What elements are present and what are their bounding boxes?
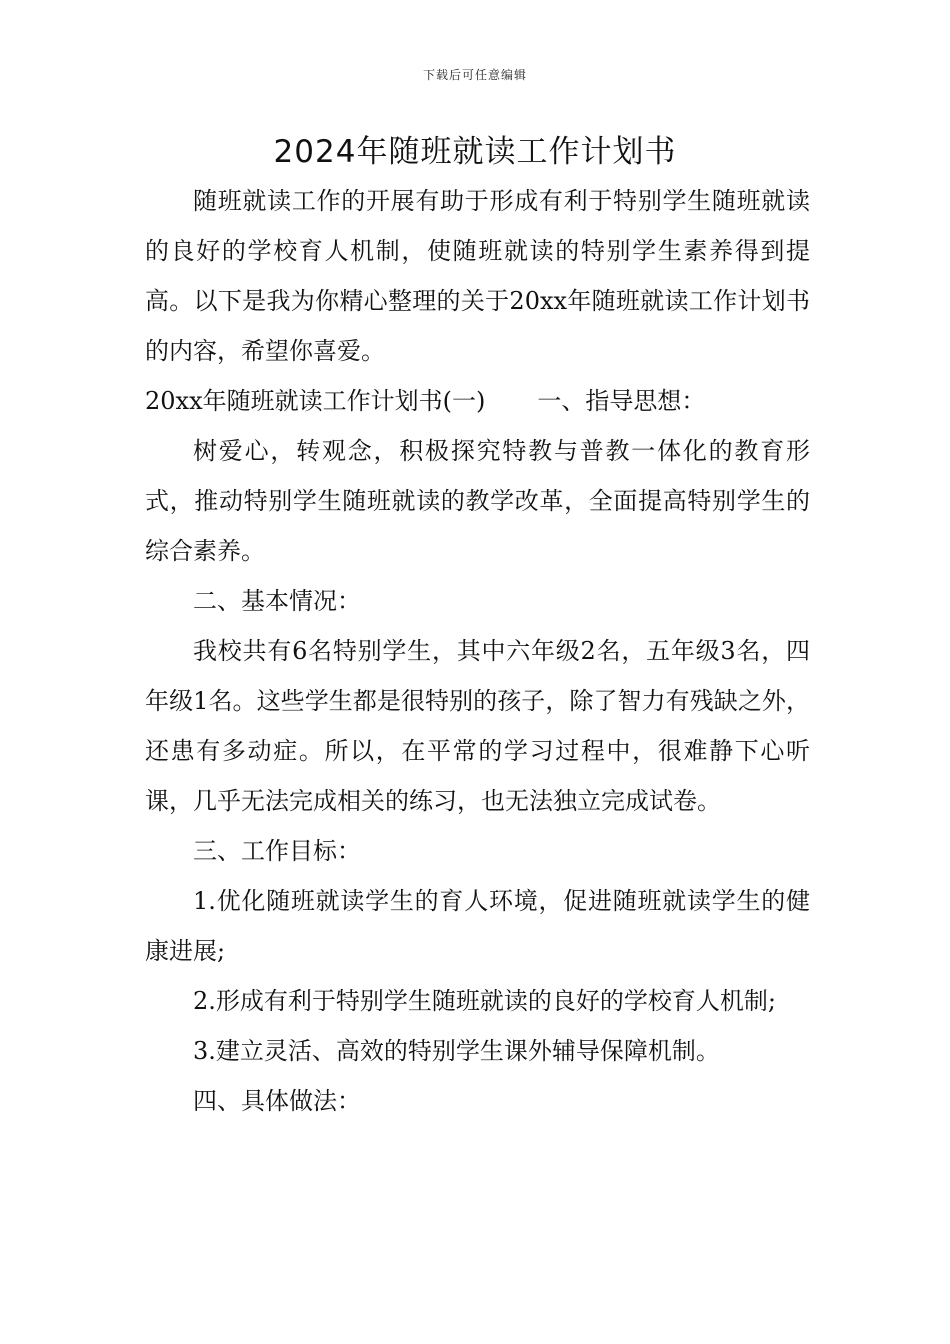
section2-heading: 二、基本情况： [193, 587, 361, 615]
plan-label-row [145, 376, 810, 426]
intro-paragraph: 随班就读工作的开展有助于形成有利于特别学生随班就读的良好的学校育人机制，使随班就读的特别学生素养得到提高。以下是我为你精心整理的关于20xx年随班就读工作计划书的内容，希望你喜爱。 [145, 187, 810, 365]
section4-heading: 四、具体做法： [193, 1087, 361, 1115]
section2-text: 我校共有6名特别学生，其中六年级2名，五年级3名，四年级1名。这些学生都是很特别的孩子，除了智力有残缺之外，还患有多动症。所以，在平常的学习过程中，很难静下心听课，几乎无法完成相关的练习，也无法独立完成试卷。 [145, 637, 810, 815]
section3-heading: 三、工作目标： [193, 837, 361, 865]
goal-item-3: 3.建立灵活、高效的特别学生课外辅导保障机制。 [193, 1037, 720, 1065]
section1-heading: 一、指导思想： [537, 387, 706, 415]
plan-label: 20xx年随班就读工作计划书(一) [145, 387, 486, 415]
document-title: 2024年随班就读工作计划书 [273, 134, 677, 170]
section1-text: 树爱心，转观念，积极探究特教与普教一体化的教育形式，推动特别学生随班就读的教学改革，全面提高特别学生的综合素养。 [145, 437, 810, 565]
header-note: 下载后可任意编辑 [422, 68, 527, 82]
goal-item-2: 2.形成有利于特别学生随班就读的良好的学校育人机制; [193, 987, 776, 1015]
goal-item-1: 1.优化随班就读学生的育人环境，促进随班就读学生的健康进展; [145, 887, 810, 965]
document-body [145, 176, 810, 1126]
